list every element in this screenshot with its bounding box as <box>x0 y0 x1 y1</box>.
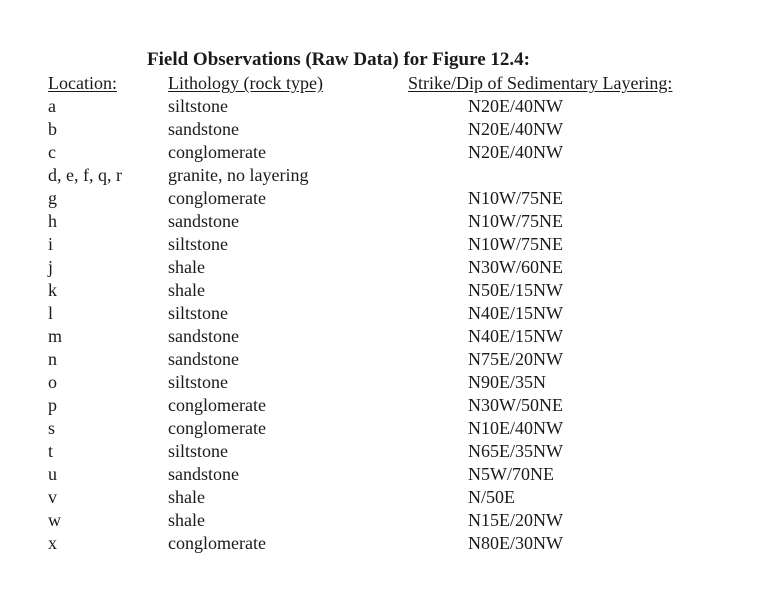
header-lithology: Lithology (rock type) <box>168 73 323 93</box>
table-row <box>0 118 758 141</box>
cell-strike-dip: N90E/35N <box>468 372 546 392</box>
table-row <box>0 532 758 555</box>
cell-location: b <box>48 119 57 139</box>
cell-lithology: shale <box>168 257 205 277</box>
table-row <box>0 187 758 210</box>
table-row <box>0 256 758 279</box>
cell-strike-dip: N/50E <box>468 487 515 507</box>
cell-strike-dip: N20E/40NW <box>468 142 563 162</box>
cell-lithology: shale <box>168 280 205 300</box>
cell-lithology: conglomerate <box>168 533 266 553</box>
cell-location: u <box>48 464 57 484</box>
cell-location: o <box>48 372 57 392</box>
table-row <box>0 348 758 371</box>
cell-lithology: sandstone <box>168 349 239 369</box>
table-row <box>0 164 758 187</box>
cell-strike-dip: N15E/20NW <box>468 510 563 530</box>
cell-location: n <box>48 349 57 369</box>
cell-strike-dip: N20E/40NW <box>468 119 563 139</box>
page-title: Field Observations (Raw Data) for Figure 12.4: <box>147 49 530 70</box>
cell-location: c <box>48 142 56 162</box>
cell-location: d, e, f, q, r <box>48 165 122 185</box>
cell-location: l <box>48 303 54 323</box>
table-row <box>0 95 758 118</box>
cell-strike-dip: N10E/40NW <box>468 418 563 438</box>
cell-strike-dip: N5W/70NE <box>468 464 554 484</box>
cell-strike-dip: N30W/60NE <box>468 257 563 277</box>
cell-lithology: sandstone <box>168 211 239 231</box>
table-row <box>0 417 758 440</box>
cell-location: p <box>48 395 57 415</box>
cell-location: w <box>48 510 61 530</box>
table-row <box>0 486 758 509</box>
cell-strike-dip: N10W/75NE <box>468 234 563 254</box>
cell-lithology: shale <box>168 510 205 530</box>
cell-location: a <box>48 96 56 116</box>
cell-location: s <box>48 418 56 438</box>
cell-lithology: conglomerate <box>168 142 266 162</box>
cell-location: m <box>48 326 63 346</box>
cell-strike-dip: N40E/15NW <box>468 326 563 346</box>
observation-table <box>0 95 758 555</box>
table-row <box>0 233 758 256</box>
table-row <box>0 210 758 233</box>
cell-lithology: siltstone <box>168 303 229 323</box>
cell-strike-dip: N10W/75NE <box>468 188 563 208</box>
cell-lithology: siltstone <box>168 372 229 392</box>
cell-lithology: siltstone <box>168 96 229 116</box>
table-row <box>0 440 758 463</box>
header-strike-dip: Strike/Dip of Sedimentary Layering: <box>408 73 673 93</box>
cell-strike-dip: N10W/75NE <box>468 211 563 231</box>
table-row <box>0 325 758 348</box>
cell-location: k <box>48 280 57 300</box>
cell-lithology: siltstone <box>168 234 229 254</box>
cell-strike-dip: N30W/50NE <box>468 395 563 415</box>
cell-lithology: sandstone <box>168 326 239 346</box>
table-row <box>0 141 758 164</box>
cell-lithology: sandstone <box>168 464 239 484</box>
table-row <box>0 463 758 486</box>
cell-location: h <box>48 211 57 231</box>
cell-location: t <box>48 441 54 461</box>
table-row <box>0 509 758 532</box>
table-row <box>0 394 758 417</box>
cell-strike-dip: N20E/40NW <box>468 96 563 116</box>
cell-lithology: siltstone <box>168 441 229 461</box>
cell-location: j <box>48 257 54 277</box>
cell-lithology: shale <box>168 487 205 507</box>
cell-strike-dip: N65E/35NW <box>468 441 563 461</box>
cell-strike-dip: N50E/15NW <box>468 280 563 300</box>
cell-location: x <box>48 533 57 553</box>
cell-lithology: granite, no layering <box>168 165 309 185</box>
cell-lithology: sandstone <box>168 119 239 139</box>
table-row <box>0 371 758 394</box>
cell-strike-dip: N75E/20NW <box>468 349 563 369</box>
cell-lithology: conglomerate <box>168 188 266 208</box>
cell-location: i <box>48 234 54 254</box>
cell-location: v <box>48 487 57 507</box>
cell-strike-dip: N40E/15NW <box>468 303 563 323</box>
header-location: Location: <box>48 73 117 93</box>
cell-lithology: conglomerate <box>168 395 266 415</box>
cell-location: g <box>48 188 57 208</box>
cell-lithology: conglomerate <box>168 418 266 438</box>
cell-strike-dip: N80E/30NW <box>468 533 563 553</box>
table-row <box>0 279 758 302</box>
table-row <box>0 302 758 325</box>
